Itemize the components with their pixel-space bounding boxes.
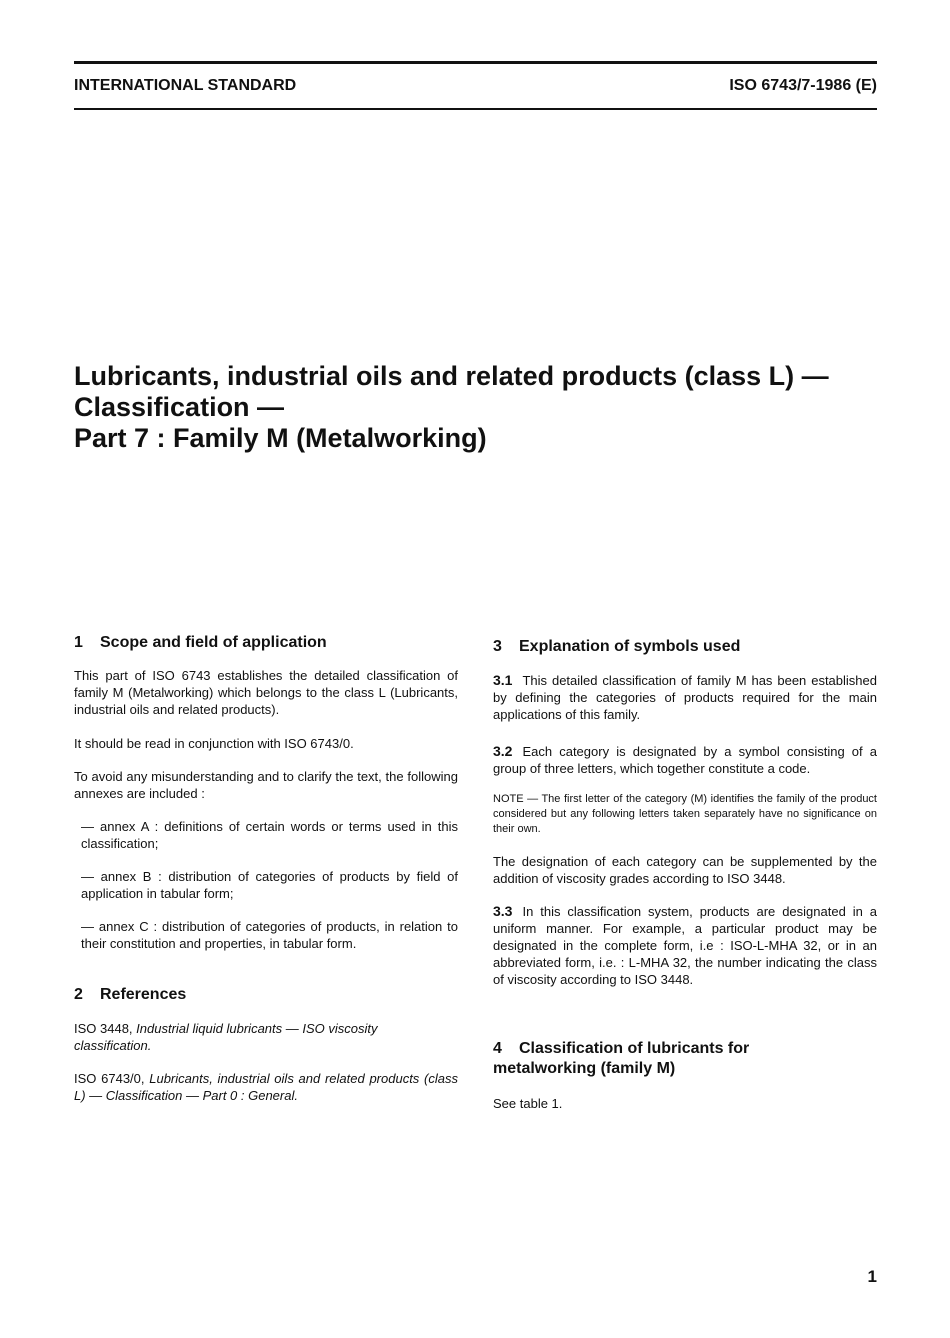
title-line-2: Classification —: [74, 392, 285, 422]
section-4-title-line-2: metalworking (family M): [493, 1060, 676, 1077]
clause-3-1-number: 3.1: [493, 672, 513, 688]
section-1-paragraph-2: It should be read in conjunction with ISO 6743/0.: [74, 736, 354, 751]
clause-3-2-note: NOTE — The first letter of the category (M) identifies the family of the product considered but any following letters taken separately have no significance on their own.: [493, 793, 877, 835]
section-3-number: 3: [493, 638, 502, 655]
section-4-heading: [493, 1039, 877, 1079]
section-4: [493, 1039, 877, 1112]
page-number: 1: [867, 1267, 877, 1286]
section-1-paragraph-3: To avoid any misunderstanding and to clarify the text, the following annexes are included :: [74, 769, 458, 801]
header-document-number: ISO 6743/7-1986 (E): [729, 77, 877, 94]
reference-2-title: Lubricants, industrial oils and related products (class L) — Classification — Part 0 : General.: [74, 1071, 458, 1103]
section-1-title: Scope and field of application: [100, 634, 327, 651]
reference-1-title: Industrial liquid lubricants — ISO viscosity classification.: [74, 1021, 378, 1053]
header-rule-bottom: [74, 108, 877, 110]
section-4-number: 4: [493, 1040, 502, 1057]
clause-3-3-text: In this classification system, products are designated in a uniform manner. For example, a particular product may be designated in the complete form, i.e : ISO-L-MHA 32, or in an abbreviated form, i.e. : L-MHA 32, the number indicating the class of viscosity according to ISO 3448.: [493, 904, 877, 987]
section-1-number: 1: [74, 634, 83, 651]
section-3-title: Explanation of symbols used: [519, 638, 741, 655]
clause-3-3-number: 3.3: [493, 903, 513, 919]
title-line-3: Part 7 : Family M (Metalworking): [74, 423, 487, 453]
clause-3-2: [493, 743, 877, 777]
reference-iso-6743-0: [74, 1070, 458, 1104]
section-4-title-line-1: Classification of lubricants for: [519, 1040, 750, 1057]
clause-3-2-number: 3.2: [493, 743, 513, 759]
section-2-heading: [74, 985, 458, 1005]
header-standard-label: INTERNATIONAL STANDARD: [74, 77, 297, 94]
reference-iso-3448: [74, 1020, 458, 1054]
clause-3-1: [493, 672, 877, 723]
section-3-heading: [493, 637, 877, 657]
annex-c-item: — annex C : distribution of categories of products, in relation to their constitution and properties, in tabular form.: [81, 919, 458, 951]
clause-3-2-text: Each category is designated by a symbol consisting of a group of three letters, which together constitute a code.: [493, 744, 877, 776]
section-2: [74, 985, 458, 1104]
section-2-title: References: [100, 986, 187, 1003]
section-3: [493, 637, 877, 988]
reference-1-code: ISO 3448,: [74, 1021, 133, 1036]
clause-3-1-text: This detailed classification of family M has been established by defining the categories of products required for the main applications of this family.: [493, 673, 877, 722]
annex-b-item: — annex B : distribution of categories of products by field of application in tabular form;: [81, 869, 458, 901]
section-1-heading: [74, 633, 458, 653]
reference-2-code: ISO 6743/0,: [74, 1071, 145, 1086]
section-4-paragraph: See table 1.: [493, 1096, 563, 1111]
designation-paragraph: The designation of each category can be supplemented by the addition of viscosity grades according to ISO 3448.: [493, 854, 877, 886]
annex-a-item: — annex A : definitions of certain words or terms used in this classification;: [81, 819, 458, 851]
section-1-paragraph-1: This part of ISO 6743 establishes the detailed classification of family M (Metalworking) which belongs to the class L (Lubricants, industrial oils and related products).: [74, 668, 458, 717]
header-rule-top: [74, 61, 877, 64]
title-line-1: Lubricants, industrial oils and related products (class L) —: [74, 361, 829, 391]
section-2-number: 2: [74, 986, 83, 1003]
clause-3-3: [493, 903, 877, 988]
section-1: [74, 633, 458, 952]
document-title: [74, 361, 894, 454]
